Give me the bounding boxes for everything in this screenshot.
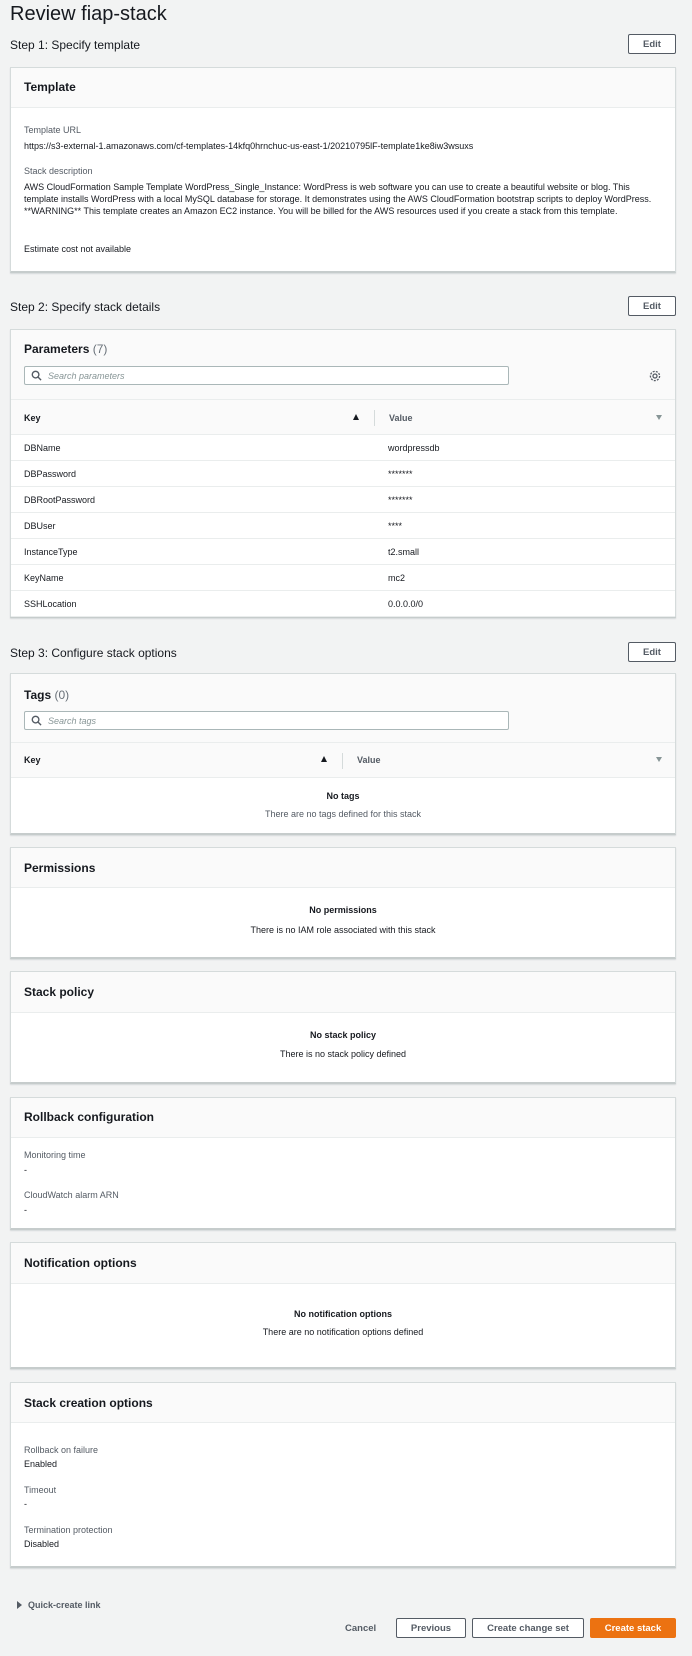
create-stack-button[interactable]: Create stack: [590, 1618, 676, 1638]
parameter-key: InstanceType: [24, 547, 78, 557]
parameter-value: *******: [388, 495, 413, 505]
tags-search-input[interactable]: [24, 711, 509, 730]
stack-creation-options-panel: [10, 1382, 676, 1568]
tags-col-value[interactable]: Value: [357, 755, 381, 765]
template-panel-title: Template: [24, 80, 76, 94]
sort-ascending-icon[interactable]: [353, 414, 359, 420]
permissions-empty-description: There is no IAM role associated with this stack: [250, 925, 436, 935]
parameters-count: (7): [92, 342, 108, 356]
permissions-panel-title: Permissions: [24, 861, 96, 875]
step2-edit-button[interactable]: Edit: [628, 296, 676, 316]
tags-empty-description: There are no tags defined for this stack: [264, 809, 422, 819]
parameters-panel: [10, 329, 676, 618]
template-url-value: https://s3-external-1.amazonaws.com/cf-templates-14kfq0hrnchuc-us-east-1/20210795lF-template1ke8iw3wsuxs: [24, 141, 474, 151]
stack-description-value: AWS CloudFormation Sample Template WordPress_Single_Instance: WordPress is web software you can use to create a beautiful website or blog. This template installs WordPress with a local MySQL database for storage. It demonstrates using the AWS CloudFormation bootstrap scripts to deploy WordPress. **WARNING** This template creates an Amazon EC2 instance. You will be billed for the AWS resources used if you create a stack from this template.: [24, 182, 652, 216]
search-icon: [31, 370, 42, 381]
parameters-panel-title: Parameters (7): [24, 342, 108, 356]
stack-policy-empty-title: No stack policy: [309, 1030, 377, 1040]
tags-col-key[interactable]: Key: [24, 755, 41, 765]
stack-policy-panel-title: Stack policy: [24, 985, 95, 999]
parameter-value: t2.small: [388, 547, 420, 557]
notification-options-panel: [10, 1242, 676, 1369]
stack-description-label: Stack description: [24, 166, 93, 176]
create-change-set-button[interactable]: Create change set: [472, 1618, 584, 1638]
monitoring-time-label: Monitoring time: [24, 1150, 86, 1160]
table-row: [11, 461, 675, 487]
sort-icon[interactable]: [656, 415, 662, 420]
table-row: [11, 591, 675, 617]
notifications-empty-title: No notification options: [294, 1309, 392, 1319]
parameter-key: DBUser: [24, 521, 56, 531]
parameter-key: KeyName: [24, 573, 64, 583]
parameter-key: DBName: [24, 443, 61, 453]
table-row: [11, 487, 675, 513]
permissions-empty-title: No permissions: [309, 905, 377, 915]
template-url-label: Template URL: [24, 125, 82, 135]
tags-table-header: [11, 742, 675, 778]
parameter-value: 0.0.0.0/0: [388, 599, 424, 609]
tags-panel: [10, 673, 676, 835]
table-row: [11, 539, 675, 565]
cloudwatch-alarm-label: CloudWatch alarm ARN: [24, 1190, 119, 1200]
parameters-col-key[interactable]: Key: [24, 413, 41, 423]
termination-protection-label: Termination protection: [24, 1525, 113, 1535]
cancel-button[interactable]: Cancel: [345, 1623, 377, 1634]
permissions-panel: [10, 847, 676, 959]
table-row: [11, 513, 675, 539]
search-icon: [31, 715, 42, 726]
step1-edit-button[interactable]: Edit: [628, 34, 676, 54]
creation-panel-title: Stack creation options: [24, 1396, 153, 1410]
previous-button[interactable]: Previous: [396, 1618, 466, 1638]
rollback-configuration-panel: [10, 1097, 676, 1230]
stack-policy-empty-description: There is no stack policy defined: [279, 1049, 407, 1059]
parameter-key: DBRootPassword: [24, 495, 96, 505]
cloudwatch-alarm-value: -: [24, 1205, 27, 1215]
rollback-on-failure-value: Enabled: [24, 1459, 58, 1469]
parameters-search-input[interactable]: [24, 366, 509, 385]
rollback-on-failure-label: Rollback on failure: [24, 1445, 99, 1455]
parameters-search-placeholder: Search parameters: [48, 370, 125, 381]
termination-protection-value: Disabled: [24, 1539, 60, 1549]
page-title: Review fiap-stack: [10, 3, 167, 25]
sort-icon[interactable]: [656, 757, 662, 762]
timeout-label: Timeout: [24, 1485, 57, 1495]
parameter-key: DBPassword: [24, 469, 77, 479]
quick-create-link-toggle[interactable]: Quick-create link: [17, 1600, 101, 1610]
parameter-value: mc2: [388, 573, 406, 583]
step3-title: Step 3: Configure stack options: [10, 646, 177, 660]
tags-count: (0): [54, 688, 70, 702]
parameter-value: ****: [388, 521, 403, 531]
tags-search-placeholder: Search tags: [48, 715, 97, 726]
parameters-table-header: [11, 399, 675, 435]
step1-title: Step 1: Specify template: [10, 38, 141, 52]
sort-ascending-icon[interactable]: [321, 756, 327, 762]
monitoring-time-value: -: [24, 1165, 27, 1175]
gear-icon[interactable]: [649, 370, 661, 382]
rollback-panel-title: Rollback configuration: [24, 1110, 155, 1124]
table-row: [11, 435, 675, 461]
notifications-empty-description: There are no notification options defined: [262, 1327, 424, 1337]
notification-panel-title: Notification options: [24, 1256, 137, 1270]
parameters-col-value[interactable]: Value: [389, 413, 413, 423]
estimate-cost-text: Estimate cost not available: [24, 244, 132, 254]
tags-panel-title: Tags (0): [24, 688, 70, 702]
parameter-value: wordpressdb: [388, 443, 440, 453]
parameter-key: SSHLocation: [24, 599, 77, 609]
step2-title: Step 2: Specify stack details: [10, 300, 161, 314]
stack-policy-panel: [10, 971, 676, 1084]
caret-right-icon: [17, 1601, 22, 1609]
step3-edit-button[interactable]: Edit: [628, 642, 676, 662]
tags-empty-title: No tags: [326, 791, 360, 801]
template-panel: [10, 67, 676, 273]
table-row: [11, 565, 675, 591]
parameter-value: *******: [388, 469, 413, 479]
timeout-value: -: [24, 1499, 27, 1509]
